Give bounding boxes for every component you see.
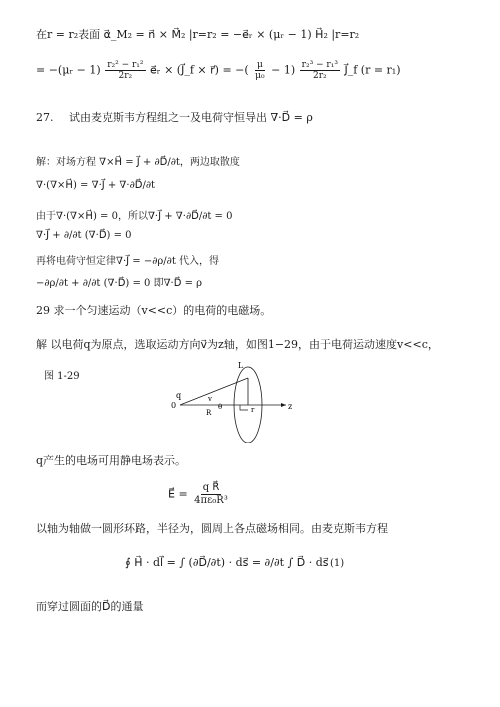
right-angle-mark: [240, 405, 248, 410]
r-vector-line: [180, 378, 248, 405]
boundary-condition-line-2: [36, 60, 401, 81]
equation-E: [168, 482, 231, 507]
fraction-3: [300, 60, 340, 81]
equation-ampere-maxwell: [125, 556, 329, 569]
paragraph-static-field: [36, 452, 186, 468]
fraction-2: [253, 60, 266, 81]
figure-label: 图 1-29: [44, 371, 80, 382]
fraction-1-num: r₂² − r₁²: [107, 60, 144, 70]
label-q: q: [176, 391, 182, 400]
problem-27-text: 试由麦克斯韦方程组之一及电荷守恒导出 ∇·D⃗ = ρ: [69, 111, 313, 124]
equation-number-text: (1): [330, 558, 345, 569]
fraction-1-den: 2r₂: [118, 71, 133, 81]
text-l1: 在r = r₂表面 α⃗_M₂ = n⃗ × M⃗₂ |r=r₂ = −e⃗ᵣ × (μᵣ − 1) H⃗₂ |r=r₂: [36, 28, 360, 41]
label-z: z: [288, 402, 293, 411]
equation-E-fraction: [192, 482, 230, 507]
label-origin: 0: [171, 401, 177, 410]
equation-E-num: q R⃗: [202, 482, 220, 493]
figure-caption: [44, 367, 80, 382]
paragraph-loop: [36, 520, 388, 536]
problem-29: [36, 302, 271, 318]
fraction-3-num: r₂³ − r₁³: [301, 60, 338, 70]
solution-27-line-5: [36, 252, 219, 267]
text-s4: ∇·J⃗ + ∂/∂t (∇·D⃗) = 0: [36, 230, 132, 241]
boundary-condition-line-1: [36, 26, 359, 42]
fraction-2-den: μ₀: [255, 71, 265, 81]
problem-27-number: 27.: [36, 111, 54, 124]
text-s5: 再将电荷守恒定律∇·J⃗ = −∂ρ/∂t 代入，得: [36, 256, 220, 267]
text-p2: 以轴为轴做一圆形环路，半径为，圆周上各点磁场相同。由麦克斯韦方程: [36, 522, 388, 535]
text-l2b: e⃗ᵣ × (J⃗_f × r⃗) = −(: [150, 63, 249, 77]
text-s3: 由于∇·(∇×H⃗) = 0，所以∇·J⃗ + ∇·∂D⃗/∂t = 0: [36, 211, 233, 222]
text-p1: q产生的电场可用静电场表示。: [36, 454, 187, 467]
text-l2d: J⃗_f (r = r₁): [344, 63, 401, 77]
solution-29-text: 解 以电荷q为原点，选取运动方向v⃗为z轴，如图1−29，由于电荷运动速度v<<c，: [36, 338, 439, 351]
fraction-2-num: μ: [256, 60, 263, 70]
solution-29-intro: [36, 336, 439, 352]
equation-E-lhs: E⃗ =: [168, 487, 188, 501]
fraction-3-den: 2r₂: [312, 71, 327, 81]
text-p3: 而穿过圆面的D⃗的通量: [36, 600, 144, 613]
solution-27-line-1: [36, 153, 240, 168]
paragraph-flux: [36, 598, 143, 614]
text-s1: 解：对场方程 ∇×H⃗ = J⃗ + ∂D⃗/∂t，两边取散度: [36, 157, 240, 168]
label-R: R: [206, 409, 212, 417]
z-axis-arrow: [281, 403, 286, 407]
problem-27: [36, 109, 313, 125]
equation-H-text: ∮ H⃗ · dl⃗ = ∫ (∂D⃗/∂t) · ds⃗ = ∂/∂t ∫ D⃗ · ds⃗: [125, 556, 329, 569]
solution-27-line-3: [36, 207, 232, 222]
solution-27-line-2: [36, 180, 155, 191]
text-l2c: − 1): [271, 63, 296, 77]
label-theta: θ: [218, 403, 223, 411]
solution-27-line-4: [36, 230, 132, 241]
problem-29-text: 29 求一个匀速运动（v<<c）的电荷的电磁场。: [36, 304, 272, 317]
solution-27-line-6: [36, 274, 202, 289]
text-s6: −∂ρ/∂t + ∂/∂t (∇·D⃗) = 0 即∇·D⃗ = ρ: [36, 278, 203, 289]
figure-1-29: [168, 358, 298, 443]
equation-E-den: 4πε₀R³: [194, 495, 228, 506]
text-s2: ∇·(∇×H⃗) = ∇·J⃗ + ∇·∂D⃗/∂t: [36, 180, 156, 191]
fraction-1: [105, 60, 145, 81]
label-r: r: [251, 406, 255, 414]
equation-number: [330, 558, 344, 569]
label-v: v: [208, 395, 212, 403]
text-l2a: = −(μᵣ − 1): [36, 63, 101, 77]
label-L: L: [238, 361, 244, 370]
